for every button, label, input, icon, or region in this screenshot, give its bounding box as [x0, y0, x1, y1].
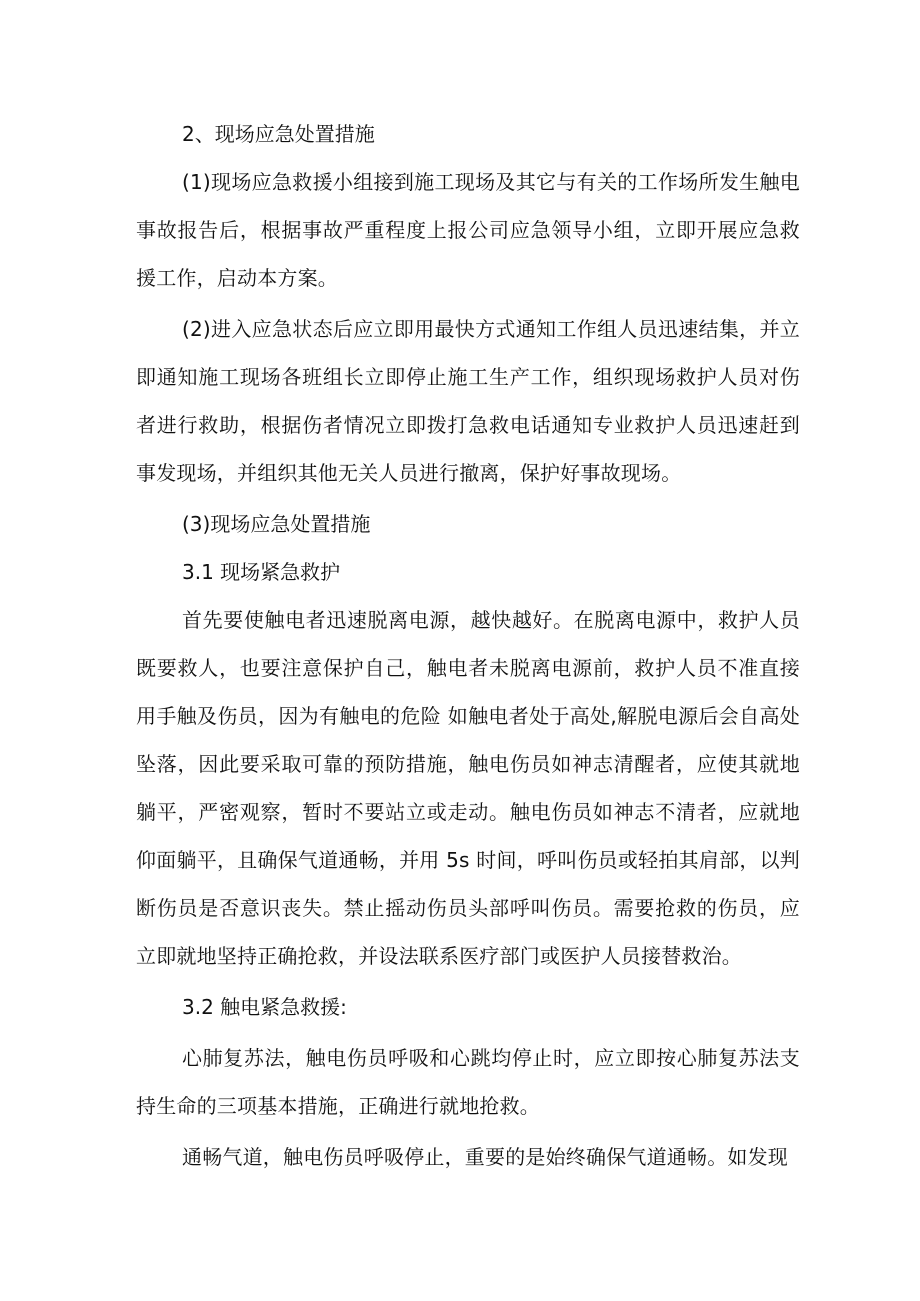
- subsection-heading-3-2: 3.2 触电紧急救援:: [182, 995, 347, 1019]
- paragraph-1: (1)现场应急救援小组接到施工现场及其它与有关的工作场所发生触电事故报告后，根据事故严重程度上报公司应急领导小组，立即开展应急救援工作，启动本方案。: [136, 170, 800, 290]
- paragraph-2: (2)进入应急状态后应立即用最快方式通知工作组人员迅速结集，并立即通知施工现场各班组长立即停止施工生产工作，组织现场救护人员对伤者进行救助，根据伤者情况立即拨打急救电话通知专业救护人员迅速赶到事发现场，并组织其他无关人员进行撤离，保护好事故现场。: [136, 317, 800, 485]
- subsection-heading-3: (3)现场应急处置措施: [182, 512, 371, 536]
- subsection-heading-3-1: 3.1 现场紧急救护: [182, 560, 341, 584]
- paragraph-cpr: 心肺复苏法，触电伤员呼吸和心跳均停止时，应立即按心肺复苏法支持生命的三项基本措施，正确进行就地抢救。: [136, 1046, 800, 1118]
- paragraph-3-1-body: 首先要使触电者迅速脱离电源，越快越好。在脱离电源中，救护人员既要救人，也要注意保护自己，触电者未脱离电源前，救护人员不准直接用手触及伤员，因为有触电的危险 如触电者处于高处,解脱电源后会自高处坠落，因此要采取可靠的预防措施，触电伤员如神志清醒者，应使其就地躺平，严密观察，暂时不要站立或走动。触电伤员如神志不清者，应就地仰面躺平，且确保气道通畅，并用 5s 时间，呼叫伤员或轻拍其肩部，以判断伤员是否意识丧失。禁止摇动伤员头部呼叫伤员。需要抢救的伤员，应立即就地坚持正确抢救，并设法联系医疗部门或医护人员接替救治。: [136, 608, 800, 968]
- document-body: [136, 110, 800, 1181]
- paragraph-airway: 通畅气道，触电伤员呼吸停止，重要的是始终确保气道通畅。如发现: [182, 1145, 788, 1169]
- section-heading: 2、现场应急处置措施: [182, 122, 375, 146]
